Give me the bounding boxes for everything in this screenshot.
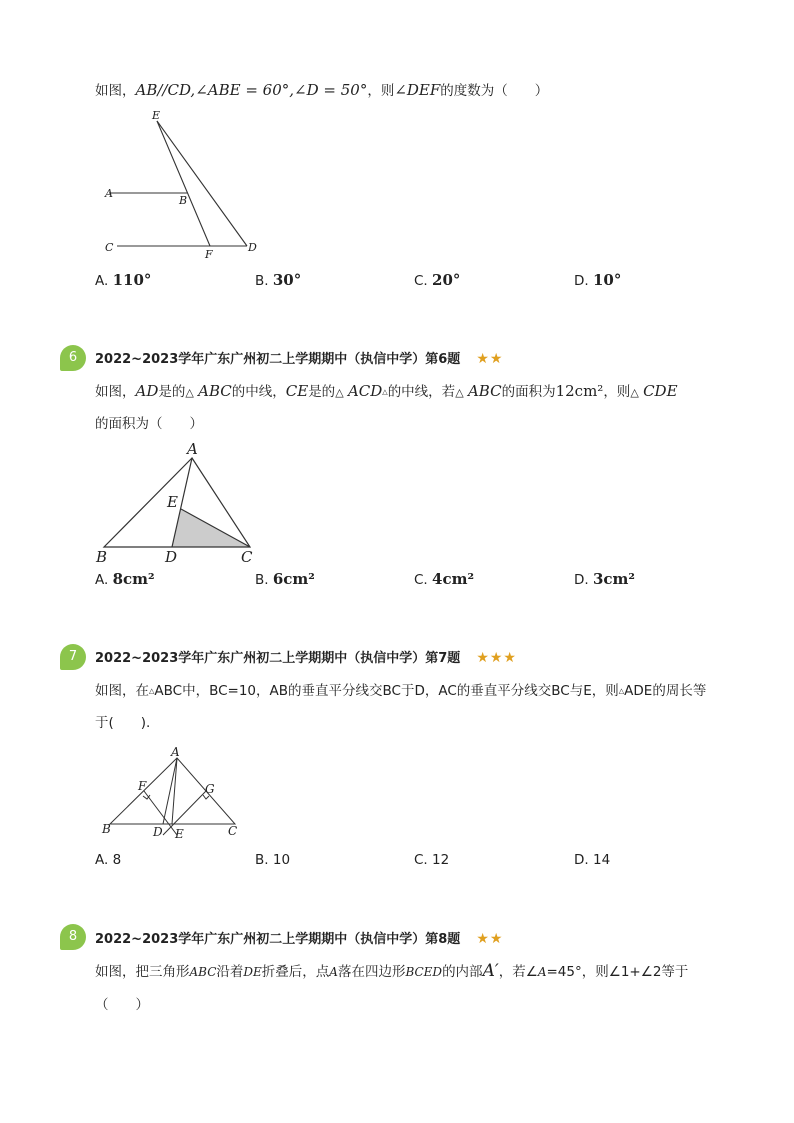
label-c: C [105,241,114,254]
q5-option-a[interactable]: A. 110° [95,271,152,289]
q6-option-c[interactable]: C. 4cm² [414,570,475,588]
label-e: E [167,493,178,511]
q5-option-b[interactable]: B. 30° [255,271,302,289]
label-d: D [248,241,257,254]
label-d: D [153,825,163,839]
q8-stem-line2: （ ） [95,997,149,1013]
label-f: F [138,779,147,793]
q6-option-a[interactable]: A. 8cm² [95,570,155,588]
q6-number-badge: 6 [60,345,86,371]
q6-difficulty-stars: ★★ [476,351,504,367]
q7-stem-line1: 如图，在△ABC中，BC=10，AB的垂直平分线交BC于D，AC的垂直平分线交BC与E，则△ADE的周长等 [95,683,707,699]
q5-figure [95,105,275,265]
q8-header: 2022~2023学年广东广州初二上学期期中（执信中学）第8题 ★★ [95,931,504,947]
label-b: B [179,194,188,207]
q6-stem-line2: 的面积为（ ） [95,416,203,432]
q6-option-b[interactable]: B. 6cm² [255,570,315,588]
q7-option-d[interactable]: D. 14 [574,852,611,868]
label-b: B [102,822,111,836]
q7-header: 2022~2023学年广东广州初二上学期期中（执信中学）第7题 ★★★ [95,650,517,666]
q6-header: 2022~2023学年广东广州初二上学期期中（执信中学）第6题 ★★ [95,351,504,367]
q6-stem-line1: 如图，AD是的△ ABC的中线，CE是的△ ACD△的中线，若△ ABC的面积为12cm²，则△ CDE [95,382,678,400]
label-d: D [165,548,178,566]
label-c: C [241,548,253,566]
label-e: E [175,827,184,841]
q8-difficulty-stars: ★★ [476,931,504,947]
label-c: C [228,824,238,838]
label-a: A [171,745,180,759]
q8-number-badge: 8 [60,924,86,950]
q5-stem: 如图，AB//CD,∠ABE = 60°,∠D = 50°，则∠DEF的度数为（ ） [95,81,549,99]
q6-option-d[interactable]: D. 3cm² [574,570,635,588]
q7-option-b[interactable]: B. 10 [255,852,291,868]
q7-figure [95,745,245,845]
label-e: E [152,109,161,122]
perp-bisector-ac [163,791,206,835]
q7-option-c[interactable]: C. 12 [414,852,450,868]
label-b: B [96,548,108,566]
q7-difficulty-stars: ★★★ [476,650,517,666]
q5-option-d[interactable]: D. 10° [574,271,622,289]
q8-stem-line1: 如图，把三角形ABC沿着DE折叠后，点A落在四边形BCED的内部A′，若∠A=45°，则∠1+∠2等于 [95,961,689,981]
label-a: A [105,187,113,200]
q6-figure [90,438,270,568]
label-g: G [205,782,215,796]
label-f: F [205,248,213,261]
q5-option-c[interactable]: C. 20° [414,271,461,289]
q7-number-badge: 7 [60,644,86,670]
q7-stem-line2: 于( ). [95,715,151,731]
label-a: A [187,440,198,458]
q7-option-a[interactable]: A. 8 [95,852,122,868]
